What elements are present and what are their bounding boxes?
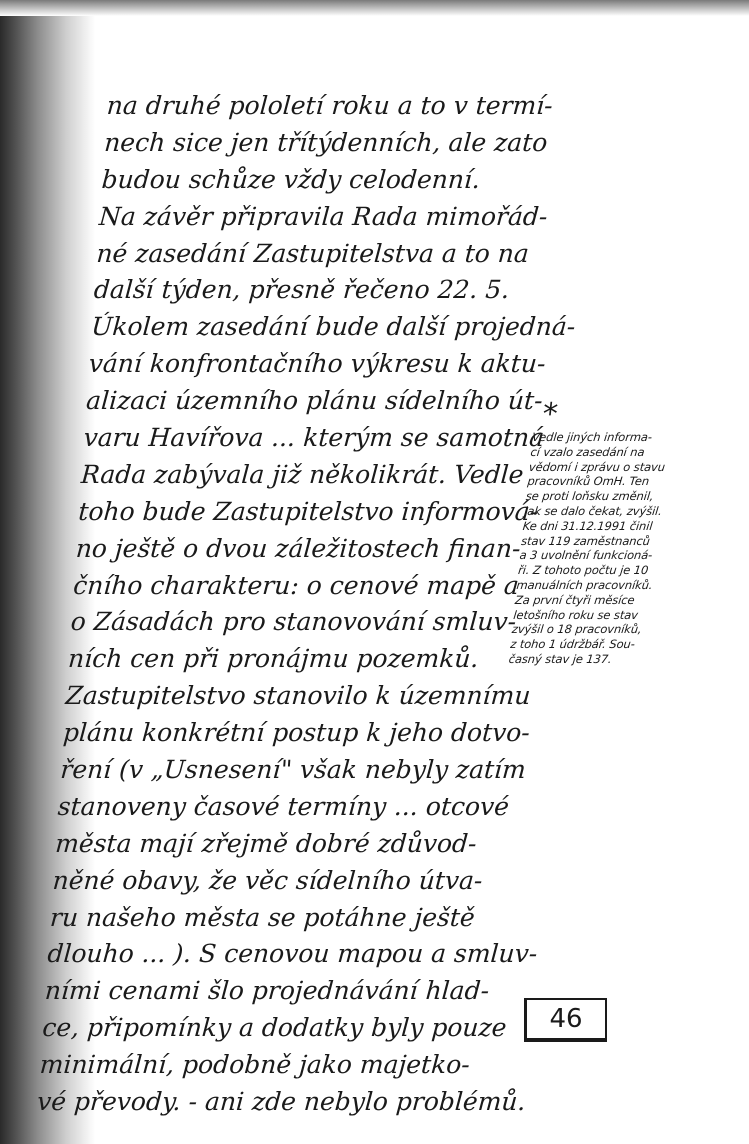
text-line: ru našeho města se potáhne ještě [49, 902, 476, 932]
text-line: no ještě o dvou záležitostech finan- [74, 533, 522, 563]
text-line: budou schůze vždy celodenní. [100, 164, 482, 194]
text-line: čního charakteru: o cenové mapě a [72, 570, 520, 600]
side-note-line: manuálních pracovníků. [515, 577, 654, 592]
text-line: na druhé pololetí roku a to v termí- [105, 91, 554, 120]
text-line: o Zásadách pro stanovování smluv- [69, 607, 518, 637]
text-line: nech sice jen třítýdenních, ale zato [103, 127, 549, 157]
side-note-line: zvýšil o 18 pracovníků, [511, 622, 643, 637]
side-note-line: z toho 1 údržbář. Sou- [509, 637, 636, 652]
text-line: alizaci územního plánu sídelního út- [85, 386, 544, 416]
page-top-edge [0, 0, 749, 16]
text-line: ních cen při pronájmu pozemků. [67, 644, 480, 674]
text-line: vé převody. - ani zde nebylo problémů. [36, 1087, 527, 1117]
text-line: ce, připomínky a dodatky byly pouze [41, 1013, 508, 1043]
text-line: varu Havířova ... kterým se samotná [82, 423, 546, 453]
text-line: minimální, podobně jako majetko- [38, 1050, 471, 1080]
text-line: Na závěr připravila Rada mimořád- [98, 201, 549, 231]
text-line: něné obavy, že věc sídelního útva- [51, 865, 484, 895]
side-note-line: stav 119 zaměstnanců [520, 533, 651, 548]
text-line: města mají zřejmě dobré zdůvod- [54, 828, 478, 858]
text-line: Rada zabývala již několikrát. Vedle [80, 459, 525, 489]
text-line: ření (v „Usnesení" však nebyly zatím [59, 755, 527, 785]
side-note-line: vědomí i zprávu o stavu [528, 459, 666, 474]
text-line: vání konfrontačního výkresu k aktu- [87, 349, 547, 379]
side-note-line: Vedle jiných informa- [531, 430, 653, 444]
side-note-line: Ke dni 31.12.1991 činil [522, 518, 654, 533]
text-line: další týden, přesně řečeno 22. 5. [92, 275, 511, 305]
text-line: toho bude Zastupitelstvo informová- [77, 496, 540, 526]
side-note-lines [508, 430, 733, 667]
side-note-line: časný stav je 137. [508, 651, 613, 666]
side-note-line: Za první čtyři měsíce [514, 592, 636, 607]
side-note-line: cí vzalo zasedání na [529, 444, 646, 459]
text-line: Úkolem zasedání bude další projedná- [90, 312, 577, 342]
text-line: Zastupitelstvo stanovilo k územnímu [64, 681, 532, 711]
side-note [508, 397, 736, 667]
asterisk-marker: * [540, 397, 560, 432]
side-note-line: a 3 uvolnění funkcioná- [518, 548, 653, 563]
side-note-line: pracovníků OmH. Ten [526, 474, 650, 489]
text-line: né zasedání Zastupitelstva a to na [95, 238, 530, 268]
side-note-line: letošního roku se stav [512, 607, 639, 622]
side-note-line: jak se dalo čekat, zvýšil. [523, 503, 663, 518]
text-line: dlouho ... ). S cenovou mapou a smluv- [46, 939, 539, 969]
text-line: plánu konkrétní postup k jeho dotvo- [62, 718, 531, 748]
page-number: 46 [524, 998, 607, 1042]
text-line: ními cenami šlo projednávání hlad- [43, 976, 491, 1006]
side-note-line: se proti loňsku změnil, [525, 489, 655, 504]
side-note-line: ři. Z tohoto počtu je 10 [517, 563, 649, 578]
text-line: stanoveny časové termíny ... otcové [56, 791, 511, 821]
